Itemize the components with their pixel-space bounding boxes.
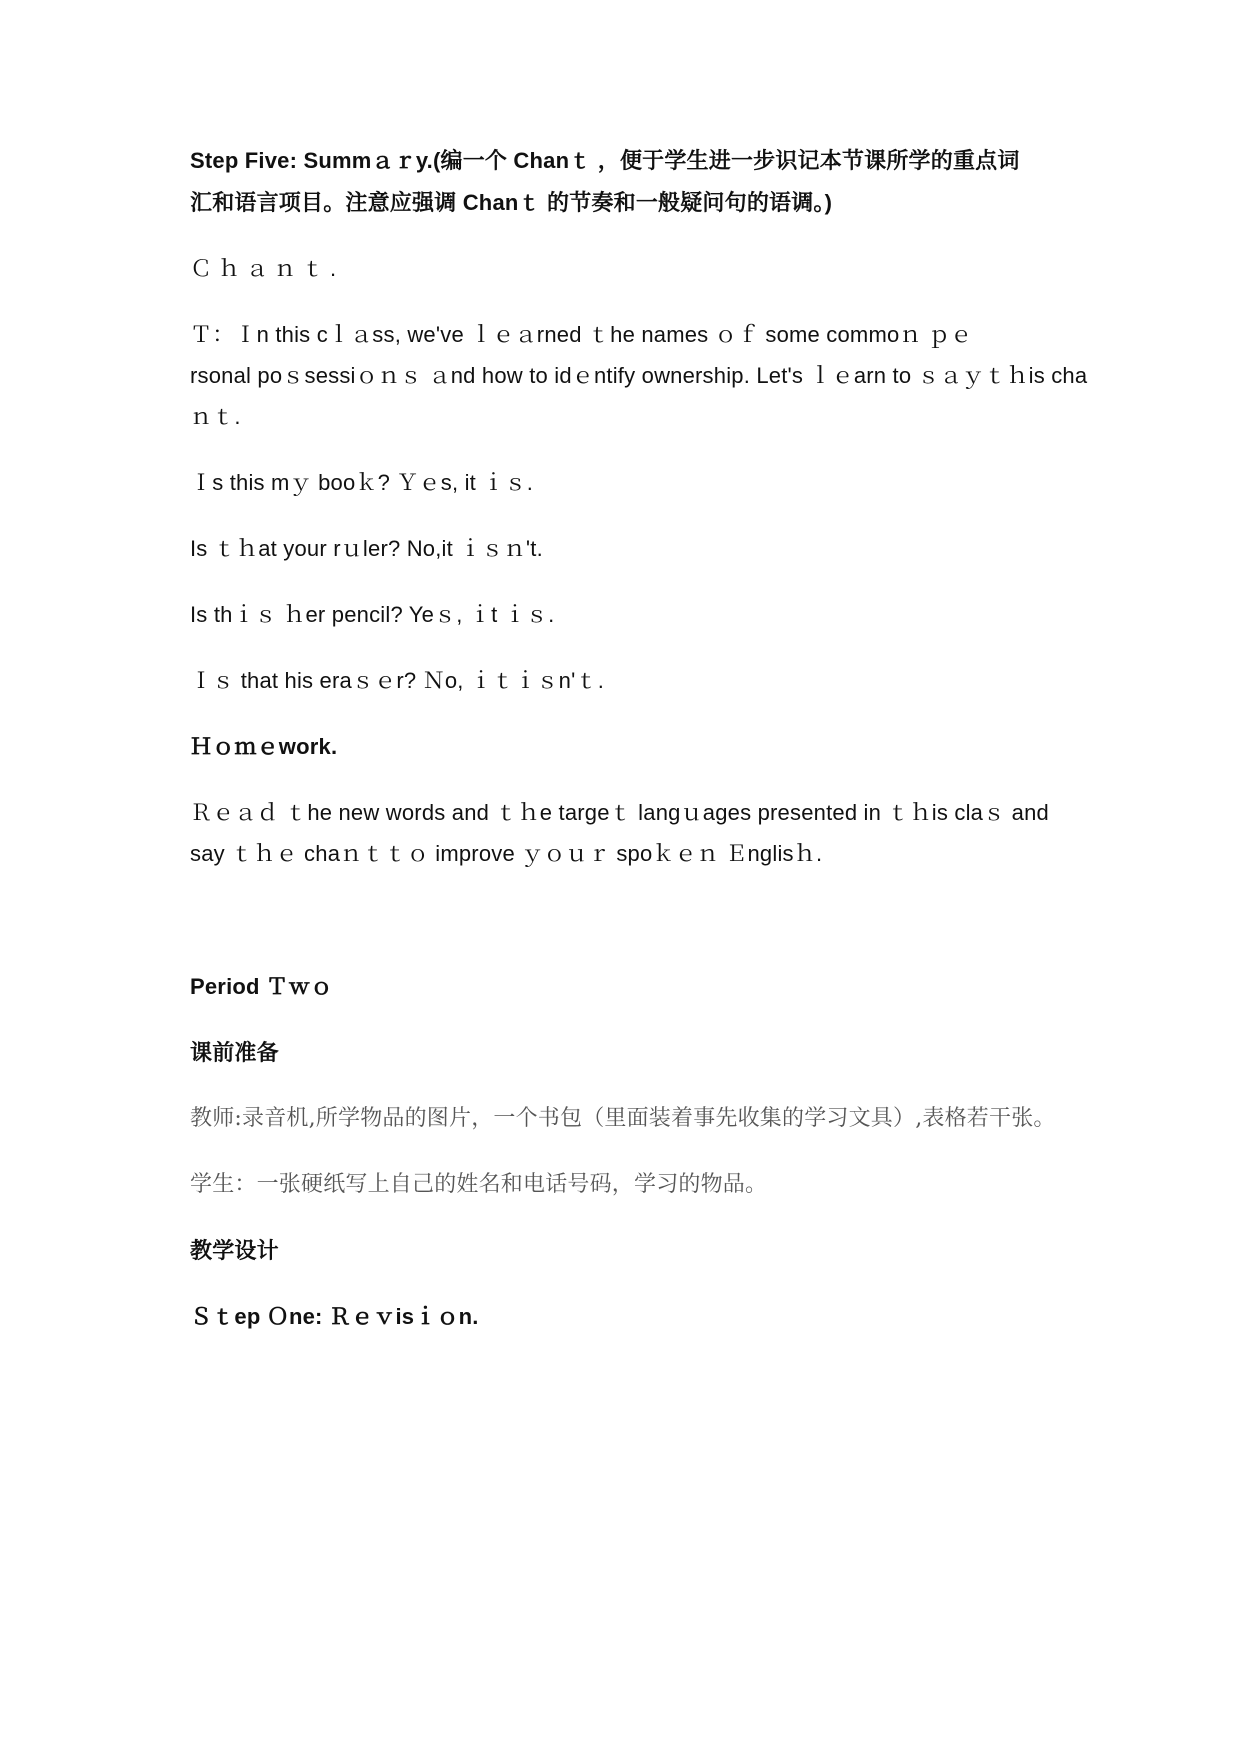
chant-line: Ｉs this mｙ booｋ? Ｙｅs, it ｉｓ. <box>190 470 534 495</box>
teacher-materials: 教师:录音机,所学物品的图片，一个书包（里面装着事先收集的学习文具）,表格若干张。 <box>190 1106 1056 1131</box>
summary-line-1: Step Five: Summａｒy.(编一个 Chanｔ ，便于学生进一步识记本节课所学的重点词 <box>190 148 1020 173</box>
chant-line: Ｉｓ that his eraｓｅr? Ｎo, ｉｔｉｓn'ｔ. <box>190 668 605 693</box>
chant-intro-line-1: Ｔ：Ｉn this cｌａss, we've ｌｅａrned ｔhe names ｏｆ some commoｎ ｐｅ <box>190 322 973 347</box>
prep-heading: 课前准备 <box>190 1040 279 1065</box>
period-title: Period Ｔｗｏ <box>190 974 333 999</box>
chant-line: Is thｉｓ ｈer pencil? Yeｓ, ｉt ｉｓ. <box>190 602 555 627</box>
chant-line: Is ｔｈat your rｕler? No,it ｉｓｎ't. <box>190 536 543 561</box>
summary-line-2: 汇和语言项目。注意应强调 Chanｔ 的节奏和一般疑问句的语调。) <box>190 190 833 215</box>
step-one-heading: Ｓｔep Ｏne: Ｒｅｖisｉｏn. <box>190 1304 479 1329</box>
chant-intro-line-3: ｎｔ. <box>190 404 241 429</box>
homework-title: Ｈｏｍｅwork. <box>190 734 338 759</box>
chant-intro-line-2: rsonal poｓsessiｏｎｓ ａnd how to idｅntify ownership. Let's ｌｅarn to ｓａｙｔｈis cha <box>190 363 1088 388</box>
homework-line-1: Ｒｅａｄ ｔhe new words and ｔｈe targeｔ langｕages presented in ｔｈis claｓ and <box>190 800 1049 825</box>
chant-title: Ｃｈａｎｔ. <box>190 256 343 281</box>
design-heading: 教学设计 <box>190 1238 279 1263</box>
homework-line-2: say ｔｈｅ chaｎｔｔｏ improve ｙｏｕｒ spoｋｅｎ Ｅnglisｈ. <box>190 841 823 866</box>
student-materials: 学生：一张硬纸写上自己的姓名和电话号码，学习的物品。 <box>190 1172 768 1197</box>
